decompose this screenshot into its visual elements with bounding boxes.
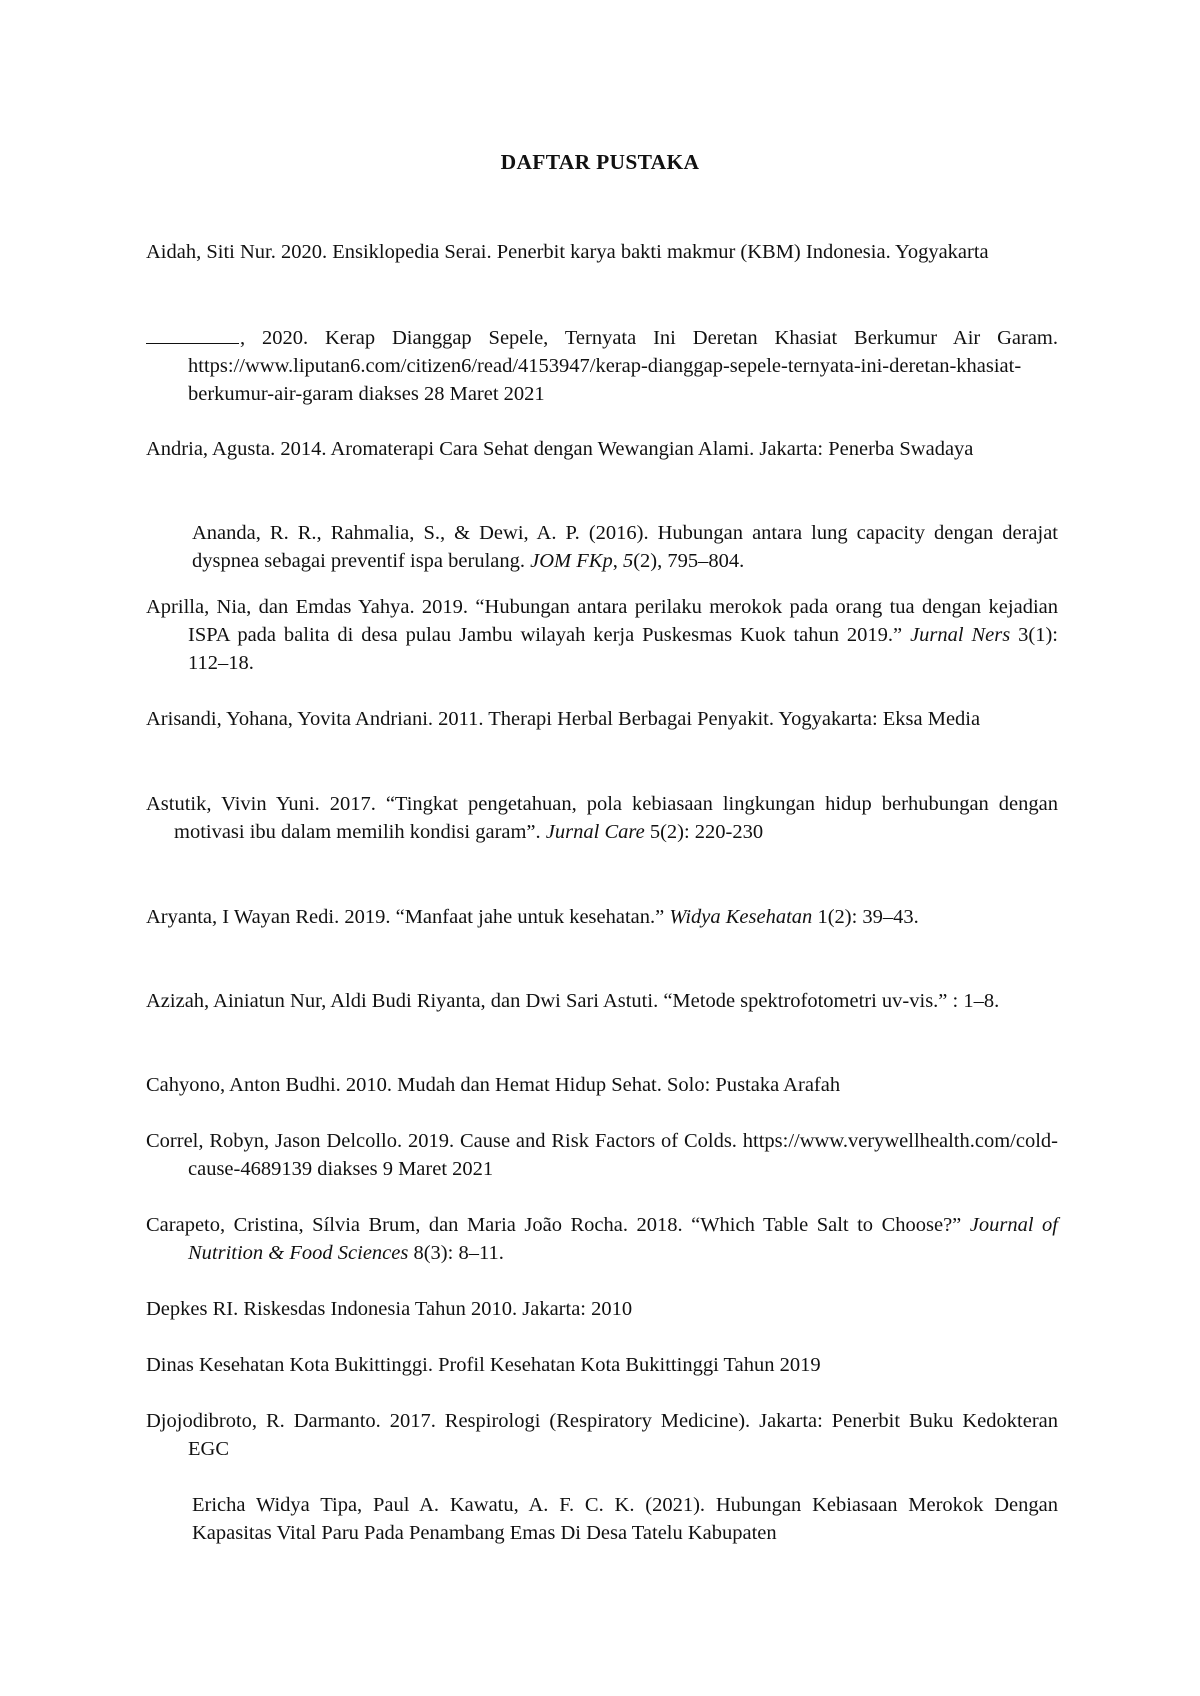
reference-text: Astutik, Vivin Yuni. 2017. “Tingkat pengetahuan, pola kebiasaan lingkungan hidup berhubungan dengan motivasi ibu dalam memilih kondisi garam”. — [146, 793, 1058, 843]
reference-entry — [146, 1127, 1058, 1183]
reference-text: Azizah, Ainiatun Nur, Aldi Budi Riyanta, dan Dwi Sari Astuti. “Metode spektrofotometri uv-vis.” : 1–8. — [146, 990, 1000, 1012]
reference-text: Andria, Agusta. 2014. Aromaterapi Cara Sehat dengan Wewangian Alami. Jakarta: Penerba Swadaya — [146, 438, 974, 460]
reference-text: 1(2): 39–43. — [812, 906, 919, 928]
reference-entry — [146, 705, 1058, 733]
reference-entry — [146, 323, 1058, 408]
reference-text: 3(1): 112–18. — [188, 624, 1058, 674]
reference-entry — [146, 987, 1058, 1015]
journal-name: Widya Kesehatan — [669, 906, 813, 928]
reference-text: Djojodibroto, R. Darmanto. 2017. Respirologi (Respiratory Medicine). Jakarta: Penerbit Buku Kedokteran EGC — [146, 1410, 1058, 1460]
reference-text: Aidah, Siti Nur. 2020. Ensiklopedia Serai. Penerbit karya bakti makmur (KBM) Indonesia. Yogyakarta — [146, 241, 989, 263]
reference-entry-indented — [146, 519, 1058, 575]
reference-entry — [146, 1407, 1058, 1463]
reference-text: , — [612, 550, 623, 572]
journal-name: Journal of Nutrition & Food Sciences — [188, 1214, 1059, 1264]
reference-entry — [146, 1071, 1058, 1099]
reference-text: Aprilla, Nia, dan Emdas Yahya. 2019. “Hubungan antara perilaku merokok pada orang tua dengan kejadian ISPA pada balita di desa pulau Jambu wilayah kerja Puskesmas Kuok tahun 2019.” — [146, 596, 1058, 646]
reference-text: 5(2): 220-230 — [644, 821, 764, 843]
journal-name: JOM FKp — [530, 550, 613, 572]
reference-text: Correl, Robyn, Jason Delcollo. 2019. Cause and Risk Factors of Colds. https://www.verywellhealth.com/cold-cause-4689139 diakses 9 Maret 2021 — [146, 1130, 1058, 1180]
page-title: DAFTAR PUSTAKA — [500, 150, 700, 174]
reference-entry — [146, 593, 1058, 677]
reference-text: 8(3): 8–11. — [408, 1242, 504, 1264]
author-repeat-line — [146, 323, 239, 344]
reference-entry-indented — [146, 1491, 1058, 1547]
reference-entry — [146, 790, 1058, 846]
reference-text: Cahyono, Anton Budhi. 2010. Mudah dan Hemat Hidup Sehat. Solo: Pustaka Arafah — [146, 1074, 841, 1096]
volume: 5 — [622, 550, 634, 572]
reference-entry — [146, 903, 1058, 931]
reference-entry — [146, 1351, 1058, 1379]
reference-text: Arisandi, Yohana, Yovita Andriani. 2011. Therapi Herbal Berbagai Penyakit. Yogyakarta: Eksa Media — [146, 708, 981, 730]
journal-name: Jurnal Care — [545, 821, 645, 843]
reference-text: Depkes RI. Riskesdas Indonesia Tahun 2010. Jakarta: 2010 — [146, 1298, 633, 1320]
reference-text: , 2020. Kerap Dianggap Sepele, Ternyata Ini Deretan Khasiat Berkumur Air Garam. https://www.liputan6.com/citizen6/read/4153947/kerap-dianggap-sepele-ternyata-ini-deretan-khasiat-berkumur-air-garam diakses 28 Maret 2021 — [188, 327, 1058, 405]
reference-text: Ananda, R. R., Rahmalia, S., & Dewi, A. P. (2016). Hubungan antara lung capacity dengan derajat dyspnea sebagai preventif ispa berulang. — [192, 522, 1058, 572]
journal-name: Jurnal Ners — [910, 624, 1011, 646]
reference-text: Dinas Kesehatan Kota Bukittinggi. Profil Kesehatan Kota Bukittinggi Tahun 2019 — [146, 1354, 821, 1376]
reference-entry — [146, 1211, 1058, 1267]
reference-entry — [146, 238, 1058, 266]
reference-text: Aryanta, I Wayan Redi. 2019. “Manfaat jahe untuk kesehatan.” — [146, 906, 670, 928]
reference-entry — [146, 1295, 1058, 1323]
reference-entry — [146, 435, 1058, 463]
reference-text: (2), 795–804. — [633, 550, 745, 572]
reference-text: Ericha Widya Tipa, Paul A. Kawatu, A. F. C. K. (2021). Hubungan Kebiasaan Merokok Dengan Kapasitas Vital Paru Pada Penambang Emas Di Desa Tatelu Kabupaten — [192, 1494, 1058, 1544]
reference-text: Carapeto, Cristina, Sílvia Brum, dan Maria João Rocha. 2018. “Which Table Salt to Choose?” — [146, 1214, 970, 1236]
